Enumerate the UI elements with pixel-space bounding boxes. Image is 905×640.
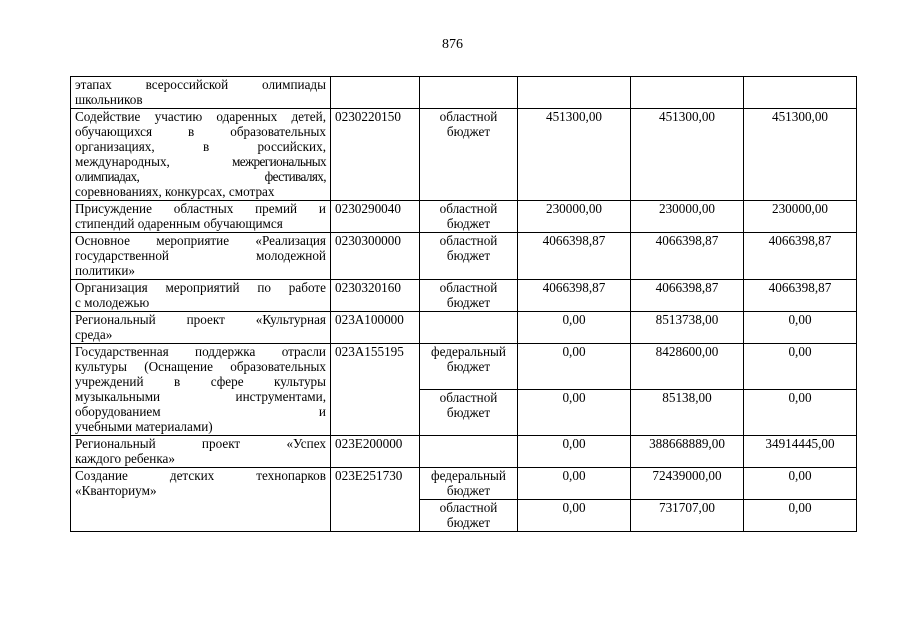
table-row xyxy=(71,201,857,233)
funding-source-cell: федеральный бюджет xyxy=(420,468,518,500)
program-name-line: инструментами, оборудованием и xyxy=(75,389,326,419)
amount-year3-cell: 0,00 xyxy=(744,468,857,500)
program-name-cell xyxy=(71,201,331,233)
budget-table xyxy=(70,76,857,532)
funding-source-cell: областной бюджет xyxy=(420,280,518,312)
amount-year3-cell: 4066398,87 xyxy=(744,280,857,312)
amount-year2-cell: 388668889,00 xyxy=(631,436,744,468)
amount-year3-cell: 4066398,87 xyxy=(744,233,857,280)
program-name-line: Организация мероприятий по работе xyxy=(75,280,326,295)
program-name-line: Государственная поддержка xyxy=(75,344,256,359)
funding-source-cell xyxy=(420,77,518,109)
funding-source-cell: областной бюджет xyxy=(420,500,518,532)
budget-table-body xyxy=(71,77,857,532)
amount-year2-cell: 4066398,87 xyxy=(631,233,744,280)
amount-year1-cell: 4066398,87 xyxy=(518,233,631,280)
amount-year2-cell: 85138,00 xyxy=(631,390,744,436)
funding-source-cell xyxy=(420,312,518,344)
table-row xyxy=(71,233,857,280)
budget-code-cell: 023A100000 xyxy=(331,312,420,344)
table-row xyxy=(71,312,857,344)
program-name-line: детей, обучающихся в xyxy=(75,109,327,139)
table-row xyxy=(71,77,857,109)
program-name-line: Региональный проект «Успех xyxy=(75,436,326,451)
funding-source-cell: областной бюджет xyxy=(420,390,518,436)
amount-year1-cell: 0,00 xyxy=(518,500,631,532)
amount-year1-cell xyxy=(518,77,631,109)
funding-source-cell xyxy=(420,436,518,468)
page-number: 876 xyxy=(442,37,463,52)
program-name-cell xyxy=(71,344,331,436)
amount-year1-cell: 451300,00 xyxy=(518,109,631,201)
budget-code-cell: 0230290040 xyxy=(331,201,420,233)
program-name-cell xyxy=(71,77,331,109)
program-name-line: межрегиональных олимпиадах, фестивалях, xyxy=(75,154,326,184)
amount-year2-cell: 451300,00 xyxy=(631,109,744,201)
amount-year3-cell: 451300,00 xyxy=(744,109,857,201)
program-name-line: стипендий одаренным обучающимся xyxy=(75,216,283,231)
program-name-line: в российских, международных, xyxy=(75,139,326,169)
program-name-cell xyxy=(71,468,331,532)
table-row xyxy=(71,344,857,390)
funding-source-cell: областной бюджет xyxy=(420,233,518,280)
budget-code-cell: 0230220150 xyxy=(331,109,420,201)
program-name-cell xyxy=(71,109,331,201)
budget-code-cell: 023A155195 xyxy=(331,344,420,436)
amount-year3-cell: 0,00 xyxy=(744,344,857,390)
amount-year3-cell: 0,00 xyxy=(744,390,857,436)
amount-year2-cell: 230000,00 xyxy=(631,201,744,233)
amount-year2-cell: 8513738,00 xyxy=(631,312,744,344)
program-name-cell xyxy=(71,436,331,468)
program-name-line: образовательных учреждений в xyxy=(75,359,327,389)
program-name-line: сфере культуры музыкальными xyxy=(75,374,327,404)
amount-year2-cell: 731707,00 xyxy=(631,500,744,532)
amount-year1-cell: 0,00 xyxy=(518,468,631,500)
amount-year1-cell: 0,00 xyxy=(518,312,631,344)
amount-year2-cell: 8428600,00 xyxy=(631,344,744,390)
program-name-line: образовательных организациях, xyxy=(75,124,326,154)
amount-year3-cell xyxy=(744,77,857,109)
funding-source-cell: областной бюджет xyxy=(420,109,518,201)
program-name-cell xyxy=(71,280,331,312)
amount-year2-cell xyxy=(631,77,744,109)
amount-year3-cell: 0,00 xyxy=(744,500,857,532)
program-name-line: среда» xyxy=(75,327,113,342)
table-row xyxy=(71,468,857,500)
table-row xyxy=(71,436,857,468)
program-name-line: каждого ребенка» xyxy=(75,451,175,466)
program-name-cell xyxy=(71,312,331,344)
amount-year3-cell: 230000,00 xyxy=(744,201,857,233)
amount-year2-cell: 72439000,00 xyxy=(631,468,744,500)
program-name-line: школьников xyxy=(75,92,143,107)
program-name-line: Содействие участию одаренных xyxy=(75,109,278,124)
table-row xyxy=(71,280,857,312)
program-name-line: государственной молодежной xyxy=(75,248,326,263)
amount-year2-cell: 4066398,87 xyxy=(631,280,744,312)
amount-year1-cell: 4066398,87 xyxy=(518,280,631,312)
program-name-line: политики» xyxy=(75,263,135,278)
program-name-line: с молодежью xyxy=(75,295,150,310)
funding-source-cell: федеральный бюджет xyxy=(420,344,518,390)
amount-year1-cell: 0,00 xyxy=(518,436,631,468)
program-name-line: соревнованиях, конкурсах, смотрах xyxy=(75,184,275,199)
program-name-line: этапах всероссийской олимпиады xyxy=(75,77,326,92)
program-name-line: отрасли культуры (Оснащение xyxy=(75,344,326,374)
budget-code-cell: 023E200000 xyxy=(331,436,420,468)
program-name-line: «Кванториум» xyxy=(75,483,157,498)
amount-year1-cell: 230000,00 xyxy=(518,201,631,233)
budget-code-cell: 023E251730 xyxy=(331,468,420,532)
program-name-line: Региональный проект «Культурная xyxy=(75,312,326,327)
amount-year3-cell: 34914445,00 xyxy=(744,436,857,468)
budget-code-cell: 0230300000 xyxy=(331,233,420,280)
program-name-line: учебными материалами) xyxy=(75,419,213,434)
funding-source-cell: областной бюджет xyxy=(420,201,518,233)
amount-year3-cell: 0,00 xyxy=(744,312,857,344)
program-name-line: Создание детских технопарков xyxy=(75,468,326,483)
table-row xyxy=(71,109,857,201)
program-name-line: Присуждение областных премий и xyxy=(75,201,326,216)
program-name-line: Основное мероприятие «Реализация xyxy=(75,233,326,248)
amount-year1-cell: 0,00 xyxy=(518,390,631,436)
amount-year1-cell: 0,00 xyxy=(518,344,631,390)
budget-code-cell xyxy=(331,77,420,109)
program-name-cell xyxy=(71,233,331,280)
budget-code-cell: 0230320160 xyxy=(331,280,420,312)
